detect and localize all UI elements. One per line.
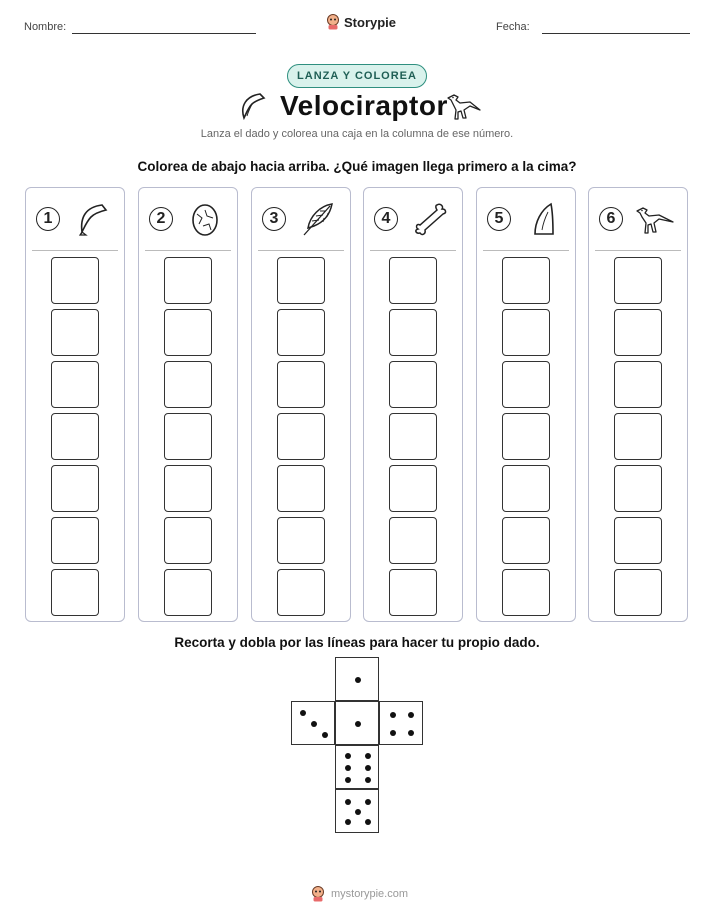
dice-pip: [345, 799, 351, 805]
dice-face-4: [379, 701, 423, 745]
badge-wrap: [0, 66, 714, 84]
color-box[interactable]: [51, 361, 99, 408]
dice-pip: [390, 730, 396, 736]
color-box[interactable]: [51, 413, 99, 460]
dice-pip: [408, 730, 414, 736]
color-box[interactable]: [164, 257, 212, 304]
race-column-4: [363, 187, 463, 622]
color-box[interactable]: [277, 257, 325, 304]
brand-logo: [326, 14, 396, 30]
color-box[interactable]: [502, 361, 550, 408]
color-box[interactable]: [277, 465, 325, 512]
subtitle: Lanza el dado y colorea una caja en la columna de ese número.: [200, 128, 514, 140]
color-box[interactable]: [614, 465, 662, 512]
name-field-line[interactable]: [72, 33, 256, 34]
bone-icon: [410, 202, 450, 236]
brand-name: Storypie: [344, 14, 397, 30]
dice-face-1: [335, 701, 379, 745]
color-box[interactable]: [164, 517, 212, 564]
storypie-mascot-icon: [326, 14, 340, 30]
color-box[interactable]: [164, 465, 212, 512]
dice-pip: [365, 765, 371, 771]
date-field-line[interactable]: [542, 33, 690, 34]
color-box[interactable]: [277, 413, 325, 460]
color-box[interactable]: [389, 413, 437, 460]
date-label: Fecha:: [496, 21, 530, 33]
color-box[interactable]: [164, 413, 212, 460]
dice-pip: [355, 677, 361, 683]
color-box[interactable]: [164, 361, 212, 408]
velociraptor-icon: [635, 202, 675, 236]
dice-pip: [365, 777, 371, 783]
column-divider: [145, 250, 231, 251]
dice-pip: [345, 819, 351, 825]
column-number: 4: [374, 207, 398, 231]
race-column-5: [476, 187, 576, 622]
claw-icon: [236, 90, 268, 124]
column-number: 6: [599, 207, 623, 231]
color-box[interactable]: [51, 309, 99, 356]
tooth-icon: [523, 202, 563, 236]
column-divider: [595, 250, 681, 251]
activity-badge: LANZA Y COLOREA: [287, 64, 427, 88]
color-box[interactable]: [502, 517, 550, 564]
dice-pip: [345, 777, 351, 783]
velociraptor-title-icon: [444, 90, 482, 122]
color-box[interactable]: [51, 569, 99, 616]
color-box[interactable]: [614, 257, 662, 304]
footer: [311, 886, 408, 902]
color-box[interactable]: [502, 569, 550, 616]
color-box[interactable]: [164, 569, 212, 616]
dice-pip: [345, 765, 351, 771]
dice-pip: [345, 753, 351, 759]
dice-face-3: [291, 701, 335, 745]
color-box[interactable]: [51, 257, 99, 304]
color-box[interactable]: [389, 569, 437, 616]
color-box[interactable]: [502, 309, 550, 356]
color-box[interactable]: [277, 517, 325, 564]
color-box[interactable]: [502, 257, 550, 304]
color-box[interactable]: [277, 569, 325, 616]
color-box[interactable]: [389, 257, 437, 304]
dice-pip: [355, 809, 361, 815]
color-box[interactable]: [51, 465, 99, 512]
feather-icon: [298, 202, 338, 236]
column-number: 3: [262, 207, 286, 231]
color-box[interactable]: [614, 413, 662, 460]
column-number: 2: [149, 207, 173, 231]
column-number: 5: [487, 207, 511, 231]
instruction-text: Colorea de abajo hacia arriba. ¿Qué imagen llega primero a la cima?: [137, 159, 577, 174]
storypie-mascot-icon: [311, 886, 325, 902]
column-divider: [483, 250, 569, 251]
race-column-1: [25, 187, 125, 622]
color-box[interactable]: [164, 309, 212, 356]
color-box[interactable]: [51, 517, 99, 564]
race-column-3: [251, 187, 351, 622]
footer-url: mystorypie.com: [331, 888, 409, 900]
color-box[interactable]: [614, 569, 662, 616]
name-label: Nombre:: [24, 21, 67, 33]
dice-pip: [408, 712, 414, 718]
dice-pip: [390, 712, 396, 718]
color-box[interactable]: [502, 465, 550, 512]
race-column-6: [588, 187, 688, 622]
color-box[interactable]: [389, 309, 437, 356]
dice-pip: [355, 721, 361, 727]
color-box[interactable]: [614, 517, 662, 564]
column-number: 1: [36, 207, 60, 231]
dice-pip: [365, 799, 371, 805]
dice-pip: [322, 732, 328, 738]
dice-face-6: [335, 745, 379, 789]
page-title: Velociraptor: [280, 90, 448, 121]
column-divider: [370, 250, 456, 251]
color-box[interactable]: [389, 517, 437, 564]
dice-pip: [311, 721, 317, 727]
column-divider: [32, 250, 118, 251]
color-box[interactable]: [389, 361, 437, 408]
color-box[interactable]: [614, 361, 662, 408]
egg-icon: [185, 202, 225, 236]
color-box[interactable]: [614, 309, 662, 356]
dice-pip: [365, 753, 371, 759]
color-box[interactable]: [502, 413, 550, 460]
dice-face-1: [335, 657, 379, 701]
claw-icon: [72, 202, 112, 236]
color-box[interactable]: [389, 465, 437, 512]
dice-pip: [365, 819, 371, 825]
column-divider: [258, 250, 344, 251]
dice-pip: [300, 710, 306, 716]
color-box[interactable]: [277, 309, 325, 356]
dice-instruction: Recorta y dobla por las líneas para hacer tu propio dado.: [174, 635, 540, 650]
race-column-2: [138, 187, 238, 622]
dice-face-5: [335, 789, 379, 833]
color-box[interactable]: [277, 361, 325, 408]
